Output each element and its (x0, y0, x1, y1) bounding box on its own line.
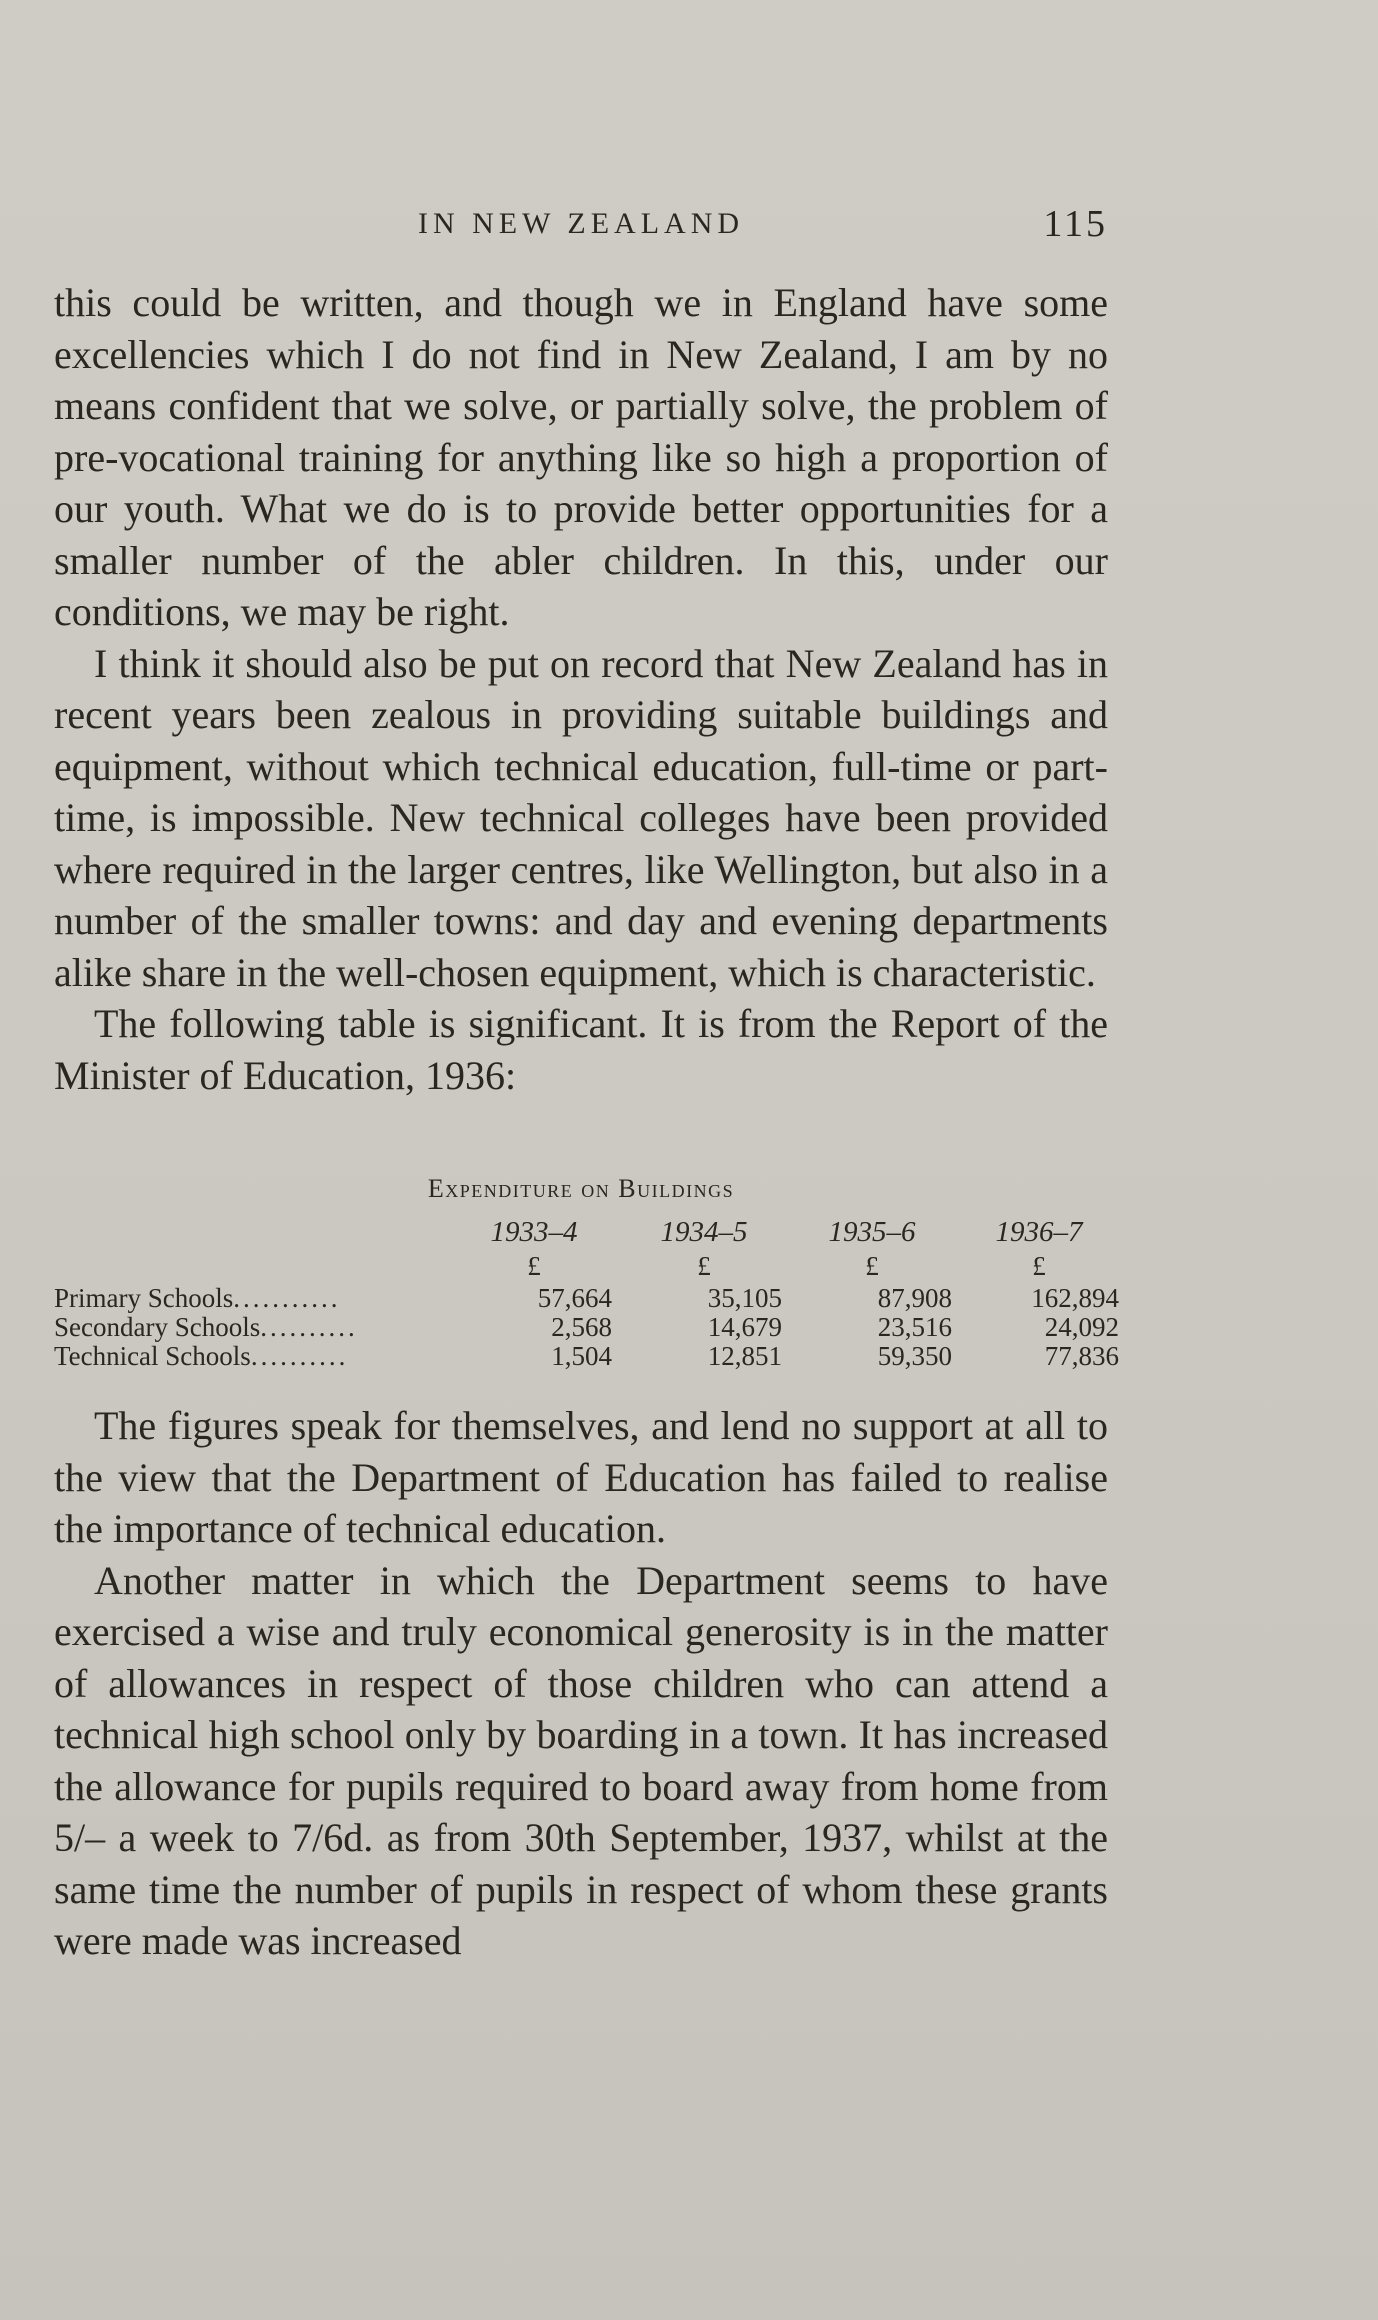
body-text-bottom (54, 1400, 1108, 1967)
table-cell: 12,851 (707, 1341, 782, 1371)
paragraph-allowances: Another matter in which the Department seems to have exercised a wise and truly economical generosity is in the matter of allowances in respect of those children who can attend a technical high school only by boarding in a town. It has increased the allowance for pupils required to board away from home from 5/– a week to 7/6d. as from 30th September, 1937, whilst at the same time the number of pupils in respect of whom these grants were made was increased (54, 1557, 1108, 1963)
table-cell: 87,908 (877, 1283, 952, 1313)
running-head-title: IN NEW ZEALAND (417, 207, 745, 240)
row-label-text: Secondary Schools (54, 1313, 261, 1342)
page-number: 115 (1043, 203, 1108, 245)
currency-unit: £ (1032, 1251, 1046, 1281)
table-row (54, 1341, 1119, 1371)
dot-leader: .......... (250, 1342, 349, 1371)
paragraph-buildings: I think it should also be put on record that New Zealand has in recent years been zealous in providing suitable buildings and equipment, without which technical education, full-time or part-time, is impossible. New technical colleges have been provided where required in the larger centres, like Wellington, but also in a number of the smaller towns: and day and evening departments alike share in the well-chosen equipment, which is characteristic. (54, 640, 1108, 995)
table-unit-row (54, 1252, 1108, 1284)
dot-leader: .......... (260, 1313, 358, 1342)
year-header: 1936–7 (995, 1216, 1083, 1248)
currency-unit: £ (527, 1251, 541, 1281)
row-label-text: Technical Schools (54, 1342, 251, 1371)
table-row (54, 1283, 1119, 1313)
running-head (54, 204, 1108, 244)
table-cell: 35,105 (707, 1283, 782, 1313)
table-cell: 1,504 (551, 1341, 612, 1371)
table-cell: 77,836 (1044, 1341, 1119, 1371)
currency-unit: £ (865, 1251, 879, 1281)
table-cell: 24,092 (1044, 1312, 1119, 1342)
table-header-row (54, 1218, 1108, 1252)
paragraph-table-intro: The following table is significant. It is from the Report of the Minister of Education, 1936: (54, 1001, 1108, 1098)
row-label-text: Primary Schools (54, 1284, 234, 1313)
paragraph-continued: this could be written, and though we in England have some excellencies which I do not find in New Zealand, I am by no means confident that we solve, or partially solve, the problem of pre-vocational training for anything like so high a proportion of our youth. What we do is to provide better opportunities for a smaller number of the abler children. In this, under our conditions, we may be right. (54, 280, 1108, 634)
table-cell: 162,894 (1031, 1283, 1119, 1313)
expenditure-table (54, 1216, 1119, 1371)
table-cell: 23,516 (877, 1312, 952, 1342)
paragraph-figures: The figures speak for themselves, and lend no support at all to the view that the Department of Education has failed to realise the importance of technical education. (54, 1403, 1108, 1551)
dot-leader: ........... (233, 1284, 341, 1313)
table-cell: 14,679 (707, 1312, 782, 1342)
row-label (54, 1342, 434, 1371)
year-header: 1935–6 (828, 1216, 916, 1248)
year-header: 1933–4 (490, 1216, 578, 1248)
currency-unit: £ (697, 1251, 711, 1281)
year-header: 1934–5 (660, 1216, 748, 1248)
table-row (54, 1312, 1119, 1342)
table-cell: 59,350 (877, 1341, 952, 1371)
table-cell: 2,568 (551, 1312, 612, 1342)
table-cell: 57,664 (537, 1283, 612, 1313)
body-text-top (54, 277, 1108, 1101)
row-label (54, 1284, 434, 1313)
row-label (54, 1313, 434, 1342)
table-caption: Expenditure on Buildings (427, 1174, 735, 1203)
